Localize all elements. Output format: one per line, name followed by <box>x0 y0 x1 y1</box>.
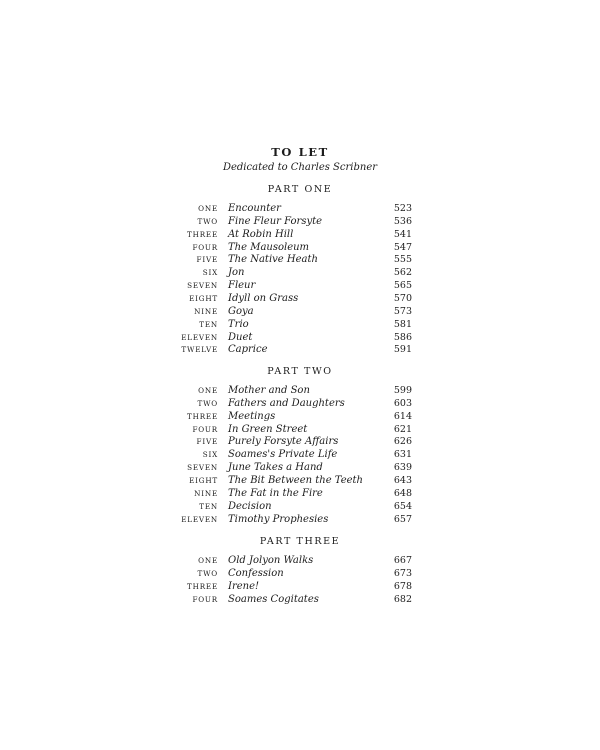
chapter-page-number: 591 <box>393 344 412 356</box>
chapter-row <box>0 448 600 461</box>
chapter-number: FIVE <box>196 255 218 265</box>
chapter-page-number: 565 <box>393 280 412 292</box>
chapter-page-number: 678 <box>393 580 412 592</box>
chapter-number: TWO <box>197 216 218 226</box>
chapter-title: Confession <box>228 567 284 579</box>
chapter-page-number: 573 <box>393 305 412 317</box>
chapter-number: TWO <box>197 398 218 408</box>
chapter-title: Trio <box>228 318 249 330</box>
chapter-number: NINE <box>194 488 218 498</box>
chapter-title: June Takes a Hand <box>228 462 323 474</box>
chapter-title: Decision <box>228 500 272 512</box>
chapter-page-number: 682 <box>393 593 412 605</box>
chapter-row <box>0 435 600 448</box>
chapter-page-number: 555 <box>393 254 412 266</box>
chapter-row <box>0 474 600 487</box>
chapter-title: The Fat in the Fire <box>228 487 323 499</box>
chapter-title: Old Jolyon Walks <box>228 555 314 566</box>
chapter-title: The Bit Between the Teeth <box>228 474 363 486</box>
chapter-number: THREE <box>187 581 218 591</box>
chapter-number: TEN <box>199 501 218 511</box>
chapter-title: Timothy Prophesies <box>228 513 329 525</box>
chapter-row <box>0 279 600 292</box>
chapter-number: ONE <box>198 386 218 395</box>
chapter-page-number: 614 <box>393 410 412 422</box>
chapter-title: The Native Heath <box>228 254 318 266</box>
chapter-row <box>0 397 600 410</box>
chapter-page-number: 541 <box>393 228 412 240</box>
chapter-number: SEVEN <box>187 281 218 291</box>
chapter-title: Jon <box>228 267 245 279</box>
chapter-title: Mother and Son <box>228 385 310 396</box>
chapter-page-number: 570 <box>393 292 412 304</box>
chapter-title: Goya <box>228 305 254 317</box>
chapter-number: TWO <box>197 568 218 578</box>
chapter-page-number: 639 <box>393 462 412 474</box>
chapter-title: Soames's Private Life <box>228 449 338 461</box>
chapter-page-number: 667 <box>393 555 412 566</box>
chapter-row <box>0 513 600 526</box>
chapter-title: Irene! <box>228 580 260 592</box>
chapter-page-number: 626 <box>393 436 412 448</box>
chapter-number: EIGHT <box>189 293 218 303</box>
chapter-title: Caprice <box>228 344 268 356</box>
chapter-row <box>0 554 600 567</box>
chapter-row <box>0 487 600 500</box>
chapter-row <box>0 253 600 266</box>
chapter-page-number: 562 <box>393 267 412 279</box>
chapter-row <box>0 266 600 279</box>
chapter-number: ELEVEN <box>181 332 218 342</box>
chapter-page-number: 547 <box>393 241 412 253</box>
chapter-row <box>0 343 600 356</box>
part-heading: PART ONE <box>267 184 333 195</box>
chapter-row <box>0 331 600 344</box>
chapter-title: Fathers and Daughters <box>228 397 345 409</box>
chapter-row <box>0 305 600 318</box>
chapter-row <box>0 500 600 513</box>
chapter-row <box>0 410 600 423</box>
chapter-title: Meetings <box>228 410 276 422</box>
chapter-page-number: 657 <box>393 513 412 525</box>
chapter-page-number: 536 <box>393 215 412 227</box>
chapter-page-number: 599 <box>393 385 412 396</box>
chapter-title: Fine Fleur Forsyte <box>228 215 323 227</box>
part-heading: PART TWO <box>267 366 333 377</box>
chapter-number: ONE <box>198 556 218 565</box>
chapter-row <box>0 292 600 305</box>
chapter-row <box>0 318 600 331</box>
part-heading: PART THREE <box>259 536 341 547</box>
chapter-page-number: 523 <box>393 203 412 214</box>
chapter-number: THREE <box>187 411 218 421</box>
chapter-title: Fleur <box>228 280 256 292</box>
chapter-title: Purely Forsyte Affairs <box>228 436 339 448</box>
chapter-number: TEN <box>199 319 218 329</box>
chapter-page-number: 648 <box>393 487 412 499</box>
chapter-title: At Robin Hill <box>228 228 294 240</box>
chapter-row <box>0 423 600 436</box>
chapter-row <box>0 228 600 241</box>
chapter-number: ONE <box>198 204 218 213</box>
chapter-title: Encounter <box>228 203 281 214</box>
chapter-title: Duet <box>228 331 253 343</box>
chapter-row <box>0 241 600 254</box>
chapter-row <box>0 215 600 228</box>
chapter-number: SIX <box>202 450 218 460</box>
chapter-number: SIX <box>202 268 218 278</box>
chapter-title: Soames Cogitates <box>228 593 319 605</box>
chapter-row <box>0 384 600 397</box>
chapter-page-number: 603 <box>393 397 412 409</box>
chapter-row <box>0 202 600 215</box>
chapter-page-number: 654 <box>393 500 412 512</box>
chapter-number: ELEVEN <box>181 514 218 524</box>
chapter-number: FOUR <box>192 594 218 604</box>
chapter-number: FIVE <box>196 437 218 447</box>
chapter-page-number: 631 <box>393 449 412 461</box>
chapter-page-number: 643 <box>393 474 412 486</box>
chapter-title: Idyll on Grass <box>228 292 299 304</box>
chapter-number: TWELVE <box>181 345 218 355</box>
chapter-number: SEVEN <box>187 463 218 473</box>
chapter-row <box>0 567 600 580</box>
chapter-number: NINE <box>194 306 218 316</box>
chapter-page-number: 581 <box>393 318 412 330</box>
chapter-row <box>0 593 600 606</box>
dedication: Dedicated to Charles Scribner <box>222 162 378 173</box>
chapter-number: THREE <box>187 229 218 239</box>
chapter-page-number: 586 <box>393 331 412 343</box>
chapter-number: EIGHT <box>189 475 218 485</box>
book-title: TO LET <box>271 145 329 159</box>
chapter-title: In Green Street <box>228 423 308 435</box>
chapter-number: FOUR <box>192 242 218 252</box>
chapter-row <box>0 461 600 474</box>
chapter-row <box>0 580 600 593</box>
chapter-page-number: 673 <box>393 567 412 579</box>
chapter-title: The Mausoleum <box>228 241 310 253</box>
chapter-page-number: 621 <box>393 423 412 435</box>
chapter-number: FOUR <box>192 424 218 434</box>
